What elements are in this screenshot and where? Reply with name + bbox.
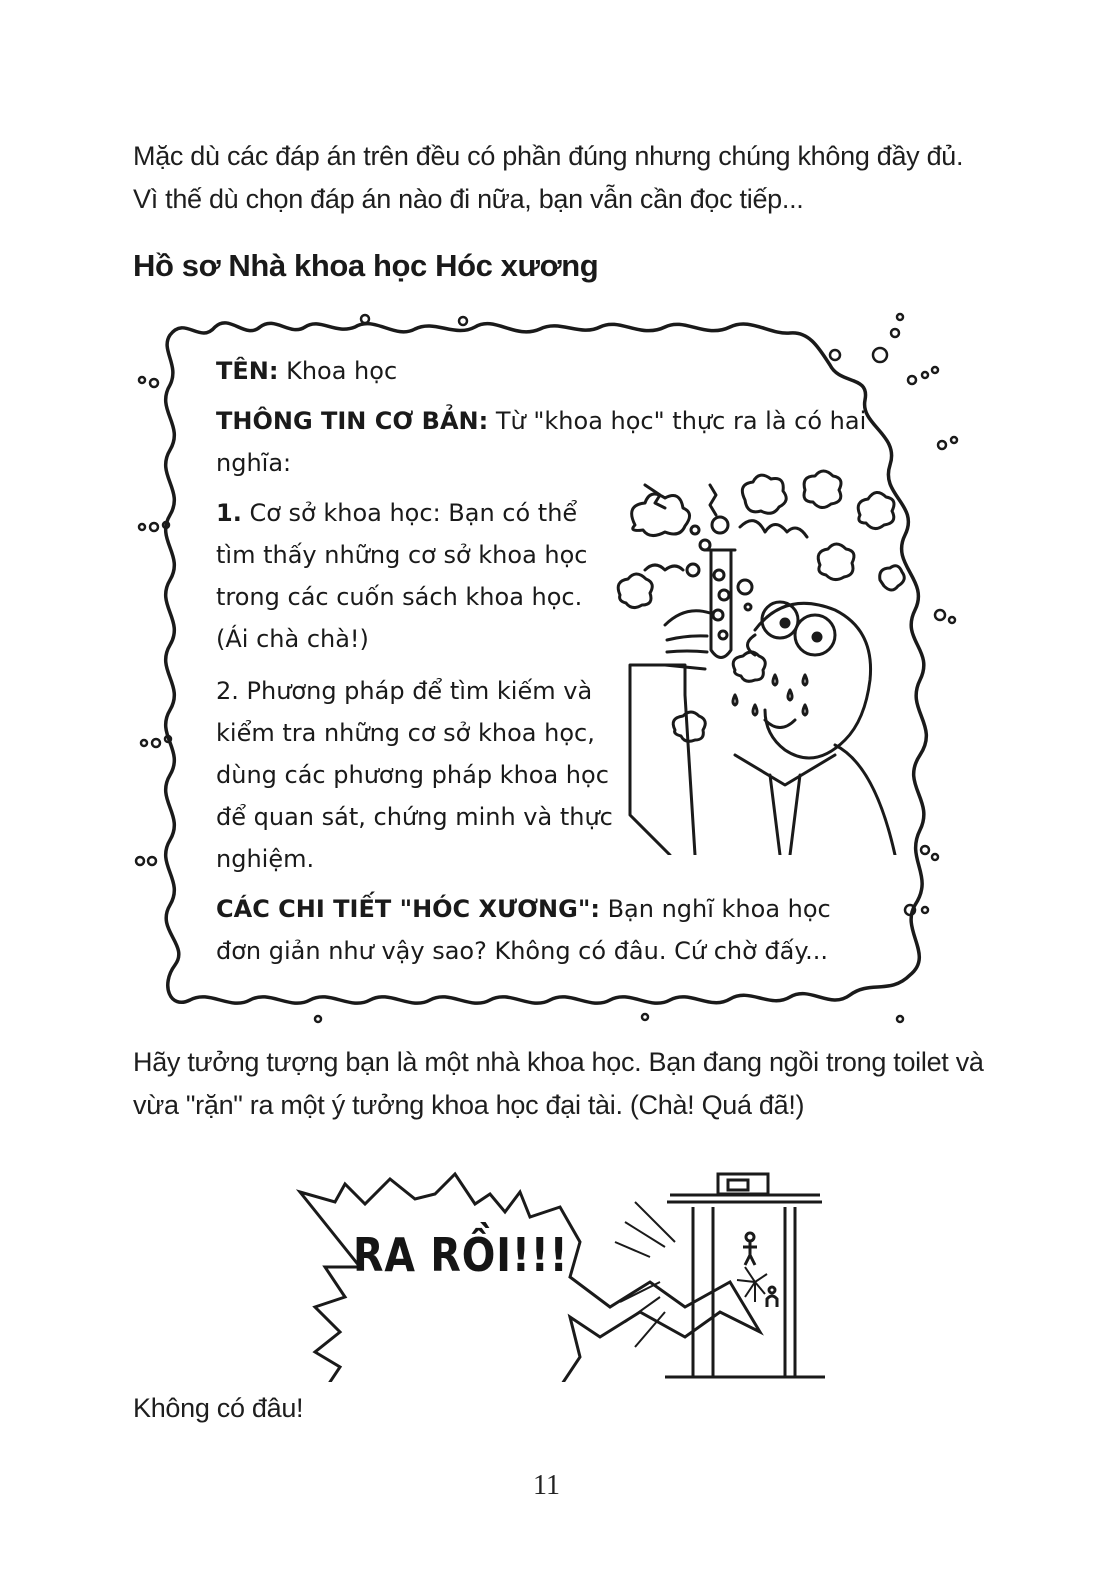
section-heading: Hồ sơ Nhà khoa học Hóc xương bbox=[133, 248, 599, 283]
definition-item-1 bbox=[216, 492, 616, 660]
intro-paragraph: Mặc dù các đáp án trên đều có phần đúng nhưng chúng không đầy đủ. Vì thế dù chọn đáp án nào đi nữa, bạn vẫn cần đọc tiếp... bbox=[133, 141, 964, 214]
profile-name bbox=[216, 350, 397, 392]
item1-number: 1. bbox=[216, 499, 242, 527]
name-value: Khoa học bbox=[278, 357, 398, 385]
info-value: Từ "khoa học" thực ra là có hai nghĩa: bbox=[216, 407, 867, 477]
shout-text: RA RỒI!!! bbox=[353, 1228, 569, 1282]
profile-details bbox=[216, 888, 876, 972]
info-label: THÔNG TIN CƠ BẢN: bbox=[216, 407, 489, 435]
scientist-illustration bbox=[605, 455, 915, 855]
definition-item-2: 2. Phương pháp để tìm kiếm và kiểm tra những cơ sở khoa học, dùng các phương pháp khoa học để quan sát, chứng minh và thực nghiệm. bbox=[216, 677, 613, 873]
details-label: CÁC CHI TIẾT "HÓC XƯƠNG": bbox=[216, 895, 600, 923]
story-paragraph: Hãy tưởng tượng bạn là một nhà khoa học. Bạn đang ngồi trong toilet và vừa "rặn" ra một ý tưởng khoa học đại tài. (Chà! Quá đã!) bbox=[133, 1047, 984, 1120]
page-number: 11 bbox=[533, 1470, 560, 1501]
item1-text: Cơ sở khoa học: Bạn có thể tìm thấy những cơ sở khoa học trong các cuốn sách khoa học. (Ái chà chà!) bbox=[216, 499, 588, 653]
punchline-text: Không có đâu! bbox=[133, 1393, 304, 1423]
scientist-icon bbox=[605, 455, 915, 855]
name-label: TÊN: bbox=[216, 357, 279, 385]
details-value: Bạn nghĩ khoa học đơn giản như vậy sao? Không có đâu. Cứ chờ đấy... bbox=[216, 895, 831, 965]
